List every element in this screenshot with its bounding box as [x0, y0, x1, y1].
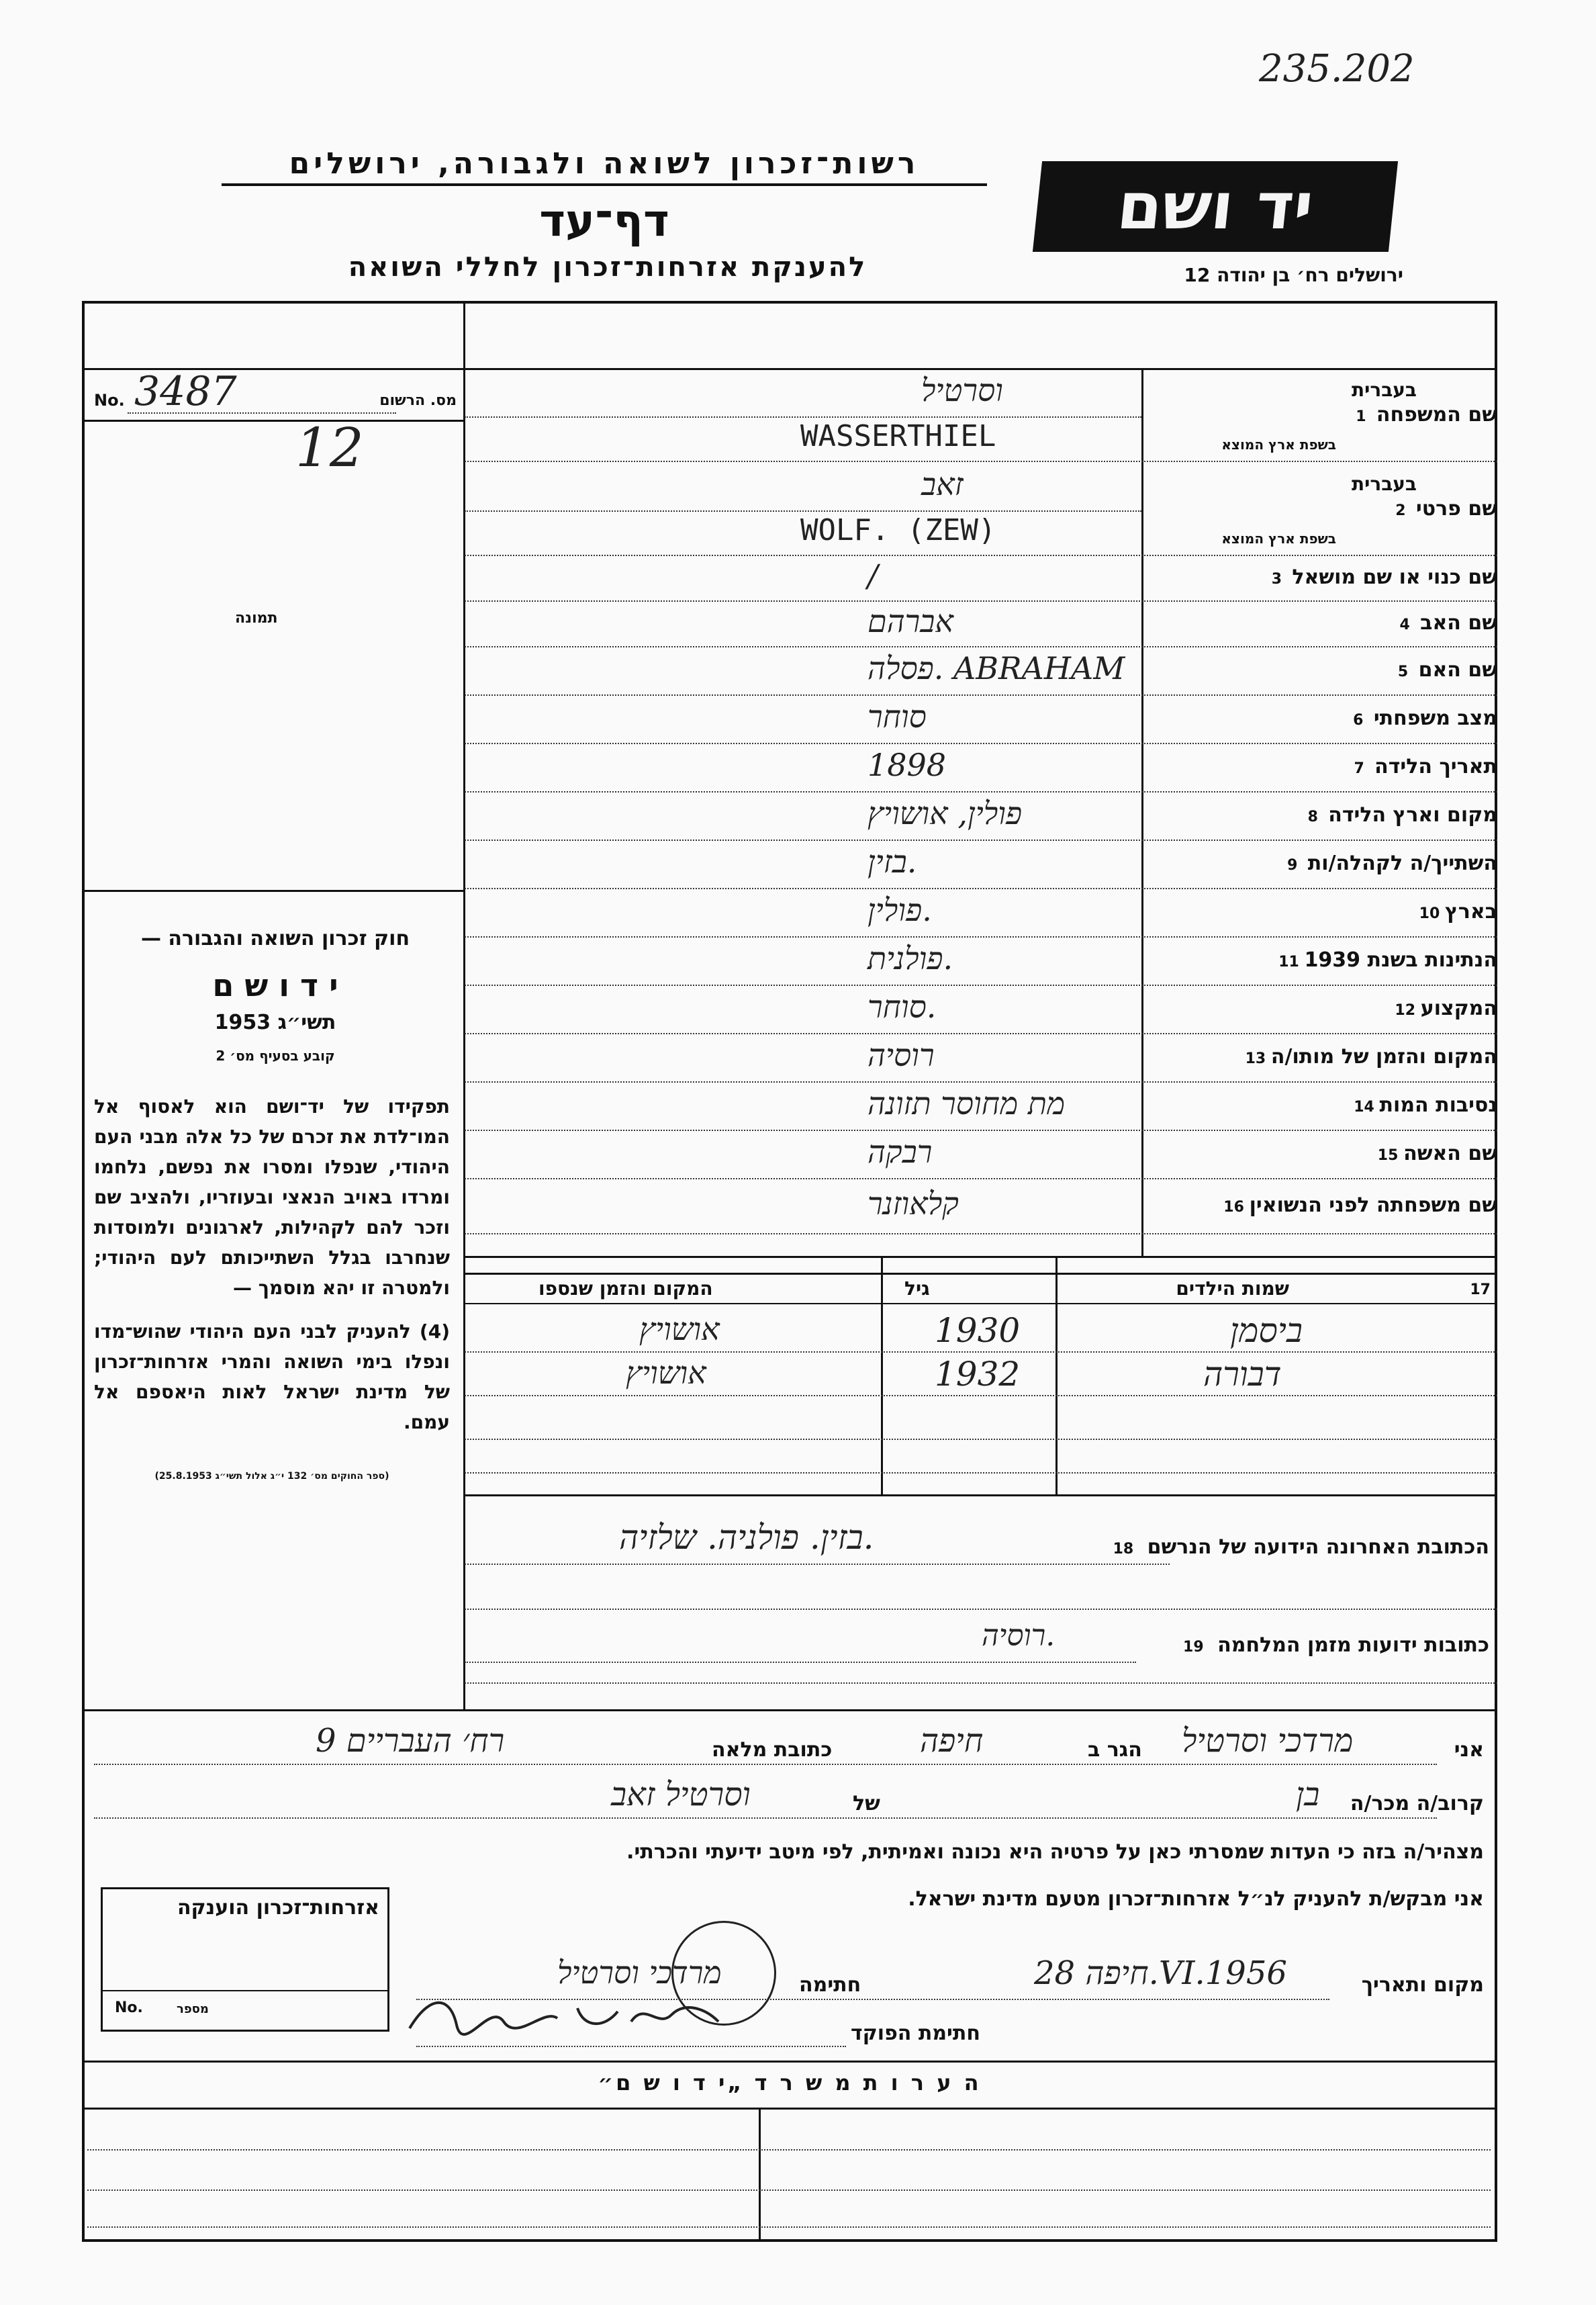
field-label-15 — [1145, 1142, 1497, 1165]
field-number: 8 — [1307, 809, 1318, 825]
registration-number: 3487 — [134, 368, 237, 415]
field-sub-origin: בשפת ארץ המוצא — [1221, 437, 1336, 453]
field-row-16 — [465, 1181, 1497, 1236]
declaration-line-1 — [94, 1722, 1484, 1766]
place-date-value: חיפה 28.VI.1956 — [1034, 1954, 1287, 1992]
field-number: 1 — [1356, 408, 1366, 425]
document-number: 235.202 — [1259, 47, 1415, 91]
field-label-text: המקצוע — [1420, 997, 1497, 1020]
law-reference: (ספר החוקים מס׳ 132 י״ג אלול תשי״ג 25.8.1953) — [154, 1471, 389, 1482]
signature-label: חתימה — [799, 1973, 861, 1997]
field-number: 12 — [1395, 1002, 1416, 1019]
decl-i-value: מרדכי וסרטיל — [1182, 1722, 1354, 1760]
field-18 — [465, 1504, 1497, 1585]
field-number: 5 — [1397, 664, 1409, 680]
registration-number-box — [94, 368, 457, 416]
declaration-statement-2: אני מבקש/ת להעניק לנ״ל אזרחות־זכרון מטעם מדינת ישראל. — [908, 1887, 1484, 1911]
field-label-text: שם משפחתה לפני הנשואין — [1249, 1193, 1497, 1217]
field-number: 6 — [1353, 712, 1364, 729]
children-section — [465, 1257, 1497, 1494]
divider — [82, 890, 465, 892]
field-row-5 — [465, 649, 1497, 697]
divider — [82, 420, 465, 422]
field-number: 13 — [1245, 1050, 1266, 1067]
field-row-7 — [465, 745, 1497, 794]
field-label-1 — [1145, 403, 1497, 426]
law-clause: קובע בסעיף מס׳ 2 — [216, 1048, 335, 1064]
logo-text: יד ושם — [1113, 169, 1317, 244]
field-label-3 — [1145, 566, 1497, 589]
citizenship-title: אזרחות־זכרון הוענקה — [177, 1896, 379, 1919]
field-row-6 — [465, 697, 1497, 745]
field-number: 2 — [1395, 502, 1406, 519]
field-row-3 — [465, 557, 1497, 603]
field-label-5 — [1145, 658, 1497, 682]
field-value: סוחר. — [867, 989, 937, 1025]
field-row-4 — [465, 603, 1497, 649]
field-label-text: שם כנוי או שם מושאל — [1292, 566, 1497, 589]
field-label-2 — [1145, 497, 1497, 521]
field-row-1 — [465, 369, 1497, 463]
divider — [759, 2108, 761, 2242]
field-label-text: הנתינות בשנת 1939 — [1304, 948, 1497, 972]
field-value: / — [867, 557, 878, 594]
field-value: 1898 — [867, 747, 947, 783]
field-value: רוסיה — [867, 1037, 935, 1073]
decl-i-label: אני — [1454, 1738, 1484, 1762]
field-label-6 — [1145, 707, 1497, 730]
place-date-label: מקום ותאריך — [1361, 1973, 1484, 1997]
registration-extra: 12 — [295, 416, 364, 479]
field-sub-hebrew: בעברית — [1351, 473, 1417, 495]
law-title: חוק זכרון השואה והגבורה — — [140, 927, 410, 950]
field-number: 9 — [1287, 857, 1298, 874]
field-value-origin: WASSERTHIEL — [800, 419, 996, 453]
field-sub-hebrew: בעברית — [1351, 379, 1417, 401]
decl-relative-label: קרוב/ה מכר/ה — [1350, 1792, 1484, 1815]
law-text: תפקידו של יד־ושם הוא לאסוף אל המו־לדת את זכרם של כל אלה מבני העם היהודי, שנפלו ומסרו את נפשם, נלחמו ומרדו באויב הנאצי ובעוזריו, ולהציב שם וזכר להם לקהילות, לארגונים ולמוסדות שנחרבו בגלל השתייכותם לעם היהודי; ולמטרה זו יהא מוסמך — — [94, 1095, 450, 1299]
field-19-num: 19 — [1183, 1639, 1204, 1656]
children-header-age: גיל — [904, 1277, 930, 1300]
field-label-text: שם המשפחה — [1376, 403, 1497, 426]
child-2-name: דבורה — [1203, 1355, 1282, 1394]
signature-value: מרדכי וסרטיל — [557, 1954, 722, 1991]
law-year: תשי״ג 1953 — [214, 1011, 336, 1034]
registration-label: מס. הרשום — [379, 392, 457, 409]
field-number: 14 — [1354, 1099, 1374, 1116]
field-row-13 — [465, 1036, 1497, 1084]
field-value: קלאוזנר — [867, 1185, 959, 1222]
decl-of-label: של — [853, 1792, 880, 1815]
header-address: ירושלים רח׳ בן יהודה 12 — [1184, 264, 1403, 286]
field-18-value: בזין. פולניה. שלזיה. — [619, 1518, 874, 1557]
law-name: י ד ו ש ם — [212, 967, 338, 1003]
field-number: 11 — [1278, 954, 1299, 970]
field-18-num: 18 — [1113, 1541, 1134, 1557]
field-label-text: מצב משפחתי — [1373, 707, 1497, 730]
field-value: בזין. — [867, 844, 917, 880]
decl-address-value: רח׳ העבריים 9 — [316, 1722, 505, 1760]
field-value-hebrew: וסרטיל — [921, 372, 1003, 408]
decl-address-label: כתובת מלאה — [712, 1738, 833, 1762]
field-value: אברהם — [867, 603, 954, 639]
no-label: No. — [94, 391, 125, 410]
children-num: 17 — [1470, 1281, 1491, 1298]
child-2-place: אושויץ — [626, 1355, 706, 1391]
field-label-text: שם האב — [1420, 611, 1497, 635]
field-value: פולנית. — [867, 940, 953, 977]
field-number: 4 — [1399, 617, 1410, 633]
divider — [82, 2108, 1497, 2110]
field-row-2 — [465, 463, 1497, 557]
decl-resides-value: חיפה — [920, 1722, 984, 1760]
field-label-text: תאריך הלידה — [1374, 755, 1497, 778]
fields-section — [465, 369, 1497, 1256]
children-header-place: המקום והזמן שנספו — [538, 1277, 713, 1300]
field-row-15 — [465, 1132, 1497, 1181]
field-label-text: שם האם — [1418, 658, 1497, 682]
field-19-label: כתובות ידועות מזמן המלחמה — [1217, 1633, 1489, 1657]
field-row-10 — [465, 891, 1497, 939]
field-number: 16 — [1223, 1199, 1244, 1216]
field-label-10 — [1145, 900, 1497, 923]
field-label-7 — [1145, 755, 1497, 778]
officer-signature-label: חתימת הפוקד — [851, 2022, 980, 2045]
children-header-names: שמות הילדים — [1176, 1277, 1289, 1300]
field-label-8 — [1145, 803, 1497, 827]
declaration-line-2 — [94, 1776, 1484, 1820]
field-value: רבקה — [867, 1134, 933, 1170]
yad-vashem-logo — [1033, 161, 1398, 252]
signature-stamp — [671, 1921, 776, 2026]
divider — [463, 1494, 1497, 1496]
child-1-name: ביסמן — [1230, 1311, 1303, 1350]
field-sub-origin: בשפת ארץ המוצא — [1221, 531, 1336, 547]
field-18-label: הכתובת האחרונה הידועה של הנרשם — [1147, 1535, 1489, 1559]
form-subtitle: להענקת אזרחות־זכרון לחללי השואה — [348, 252, 867, 283]
field-label-16 — [1145, 1193, 1497, 1217]
decl-of-value: וסרטיל זאב — [611, 1776, 751, 1813]
field-label-12 — [1145, 997, 1497, 1020]
divider — [82, 1709, 1497, 1711]
field-value-hebrew: זאב — [921, 466, 964, 502]
citizenship-no-label: No. — [115, 1999, 143, 2016]
field-number: 10 — [1419, 905, 1440, 922]
field-number: 15 — [1377, 1147, 1399, 1164]
field-value: פולין. — [867, 892, 932, 928]
field-label-14 — [1145, 1093, 1497, 1117]
field-label-text: המקום והזמן של מותו/ה — [1270, 1045, 1497, 1069]
citizenship-box — [101, 1887, 389, 2032]
field-value: מת מחוסר תזונה — [867, 1085, 1066, 1122]
field-label-4 — [1145, 611, 1497, 635]
field-19-value: רוסיה. — [982, 1619, 1055, 1653]
child-1-place: אושויץ — [639, 1311, 720, 1347]
notes-title: ה ע ר ו ת מ ש ר ד „י ד ו ש ם״ — [598, 2070, 982, 2095]
decl-relative-value: בן — [1296, 1776, 1320, 1813]
field-row-11 — [465, 939, 1497, 987]
field-label-text: שם פרטי — [1415, 497, 1497, 521]
citizenship-number-label: מספר — [177, 2002, 209, 2016]
child-1-age: 1930 — [935, 1311, 1021, 1350]
law-text-2: (4) להעניק לבני העם היהודי שהוש־מדו ונפלו בימי השואה והמרי אזרחות־זכרון של מדינת ישראל לאות היאספם אל עמם. — [94, 1320, 450, 1433]
field-value: סוחר — [867, 698, 927, 735]
field-label-text: בארץ — [1444, 900, 1497, 923]
field-label-text: שם האשה — [1403, 1142, 1497, 1165]
divider — [82, 2061, 1497, 2063]
field-label-text: נסיבות המות — [1379, 1093, 1497, 1117]
declaration-statement-1: מצהיר/ה בזה כי העדות שמסרתי כאן על פרטיה היא נכונה ואמיתית, לפי מיטב ידיעתי והכרתי. — [626, 1840, 1484, 1864]
field-row-9 — [465, 842, 1497, 891]
field-label-text: מקום וארץ הלידה — [1328, 803, 1497, 827]
form-title: דף־עד — [539, 195, 669, 246]
child-2-age: 1932 — [935, 1355, 1021, 1394]
field-label-text: השתייך/ה לקהלה/ות — [1307, 852, 1497, 875]
field-value: פולין, אושויץ — [867, 795, 1023, 831]
field-label-13 — [1145, 1045, 1497, 1069]
field-label-11 — [1145, 948, 1497, 972]
field-value-origin: WOLF. (ZEW) — [800, 513, 996, 547]
field-label-9 — [1145, 852, 1497, 875]
authority-title: רשות־זכרון לשואה ולגבורה, ירושלים — [222, 146, 987, 186]
field-value: פסלה. ABRAHAM — [867, 650, 1125, 686]
photo-label: תמונה — [235, 610, 278, 627]
field-number: 3 — [1271, 571, 1282, 588]
field-19 — [465, 1612, 1497, 1679]
field-number: 7 — [1354, 760, 1364, 777]
field-row-12 — [465, 987, 1497, 1036]
field-row-14 — [465, 1084, 1497, 1132]
decl-resides-label: הגר ב — [1088, 1738, 1142, 1762]
field-row-8 — [465, 794, 1497, 842]
